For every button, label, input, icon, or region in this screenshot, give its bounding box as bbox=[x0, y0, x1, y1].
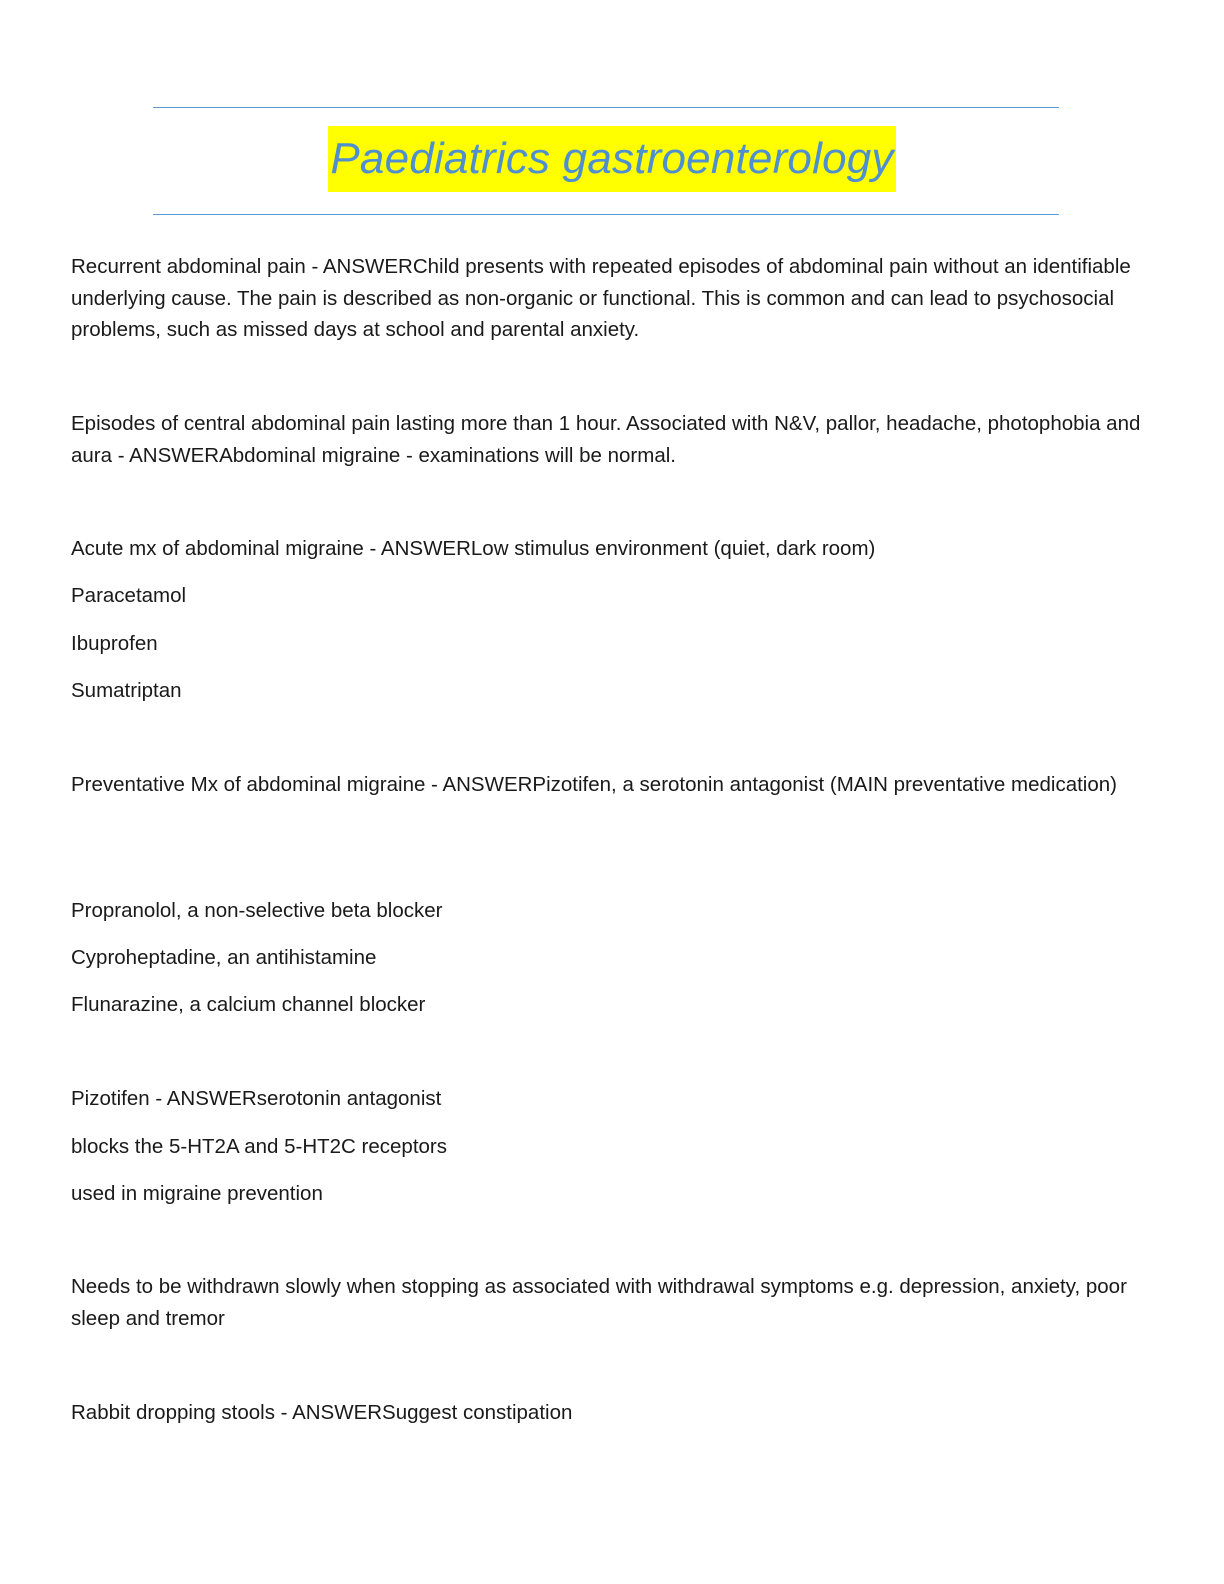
paragraph-preventative-mx: Preventative Mx of abdominal migraine - ANSWERPizotifen, a serotonin antagonist (MAIN preventative medication) bbox=[71, 773, 1117, 796]
title-rule-bottom bbox=[153, 214, 1059, 215]
paragraph-rabbit-dropping-stools: Rabbit dropping stools - ANSWERSuggest constipation bbox=[71, 1401, 573, 1424]
paragraph-withdrawal: Needs to be withdrawn slowly when stopping as associated with withdrawal symptoms e.g. depression, anxiety, poor sleep and tremor bbox=[71, 1275, 1127, 1330]
paragraph-paracetamol: Paracetamol bbox=[71, 584, 187, 607]
paragraph-acute-mx: Acute mx of abdominal migraine - ANSWERLow stimulus environment (quiet, dark room) bbox=[71, 537, 876, 560]
paragraph-recurrent-abdominal-pain: Recurrent abdominal pain - ANSWERChild presents with repeated episodes of abdominal pain without an identifiable underlying cause. The pain is described as non-organic or functional. This is common and can lead to psychosocial problems, such as missed days at school and parental anxiety. bbox=[71, 255, 1131, 341]
paragraph-propranolol: Propranolol, a non-selective beta blocker bbox=[71, 899, 443, 922]
paragraph-pizotifen: Pizotifen - ANSWERserotonin antagonist bbox=[71, 1087, 442, 1110]
paragraph-migraine-prevention: used in migraine prevention bbox=[71, 1182, 323, 1205]
document-title: Paediatrics gastroenterology bbox=[328, 126, 895, 192]
title-rule-top bbox=[153, 107, 1059, 108]
paragraph-flunarazine: Flunarazine, a calcium channel blocker bbox=[71, 993, 426, 1016]
paragraph-sumatriptan: Sumatriptan bbox=[71, 679, 182, 702]
title-block bbox=[0, 126, 1224, 192]
paragraph-abdominal-migraine-episodes: Episodes of central abdominal pain lasting more than 1 hour. Associated with N&V, pallor, headache, photophobia and aura - ANSWERAbdominal migraine - examinations will be normal. bbox=[71, 412, 1141, 467]
paragraph-cyproheptadine: Cyproheptadine, an antihistamine bbox=[71, 946, 377, 969]
paragraph-5ht-receptors: blocks the 5-HT2A and 5-HT2C receptors bbox=[71, 1135, 447, 1158]
paragraph-ibuprofen: Ibuprofen bbox=[71, 632, 158, 655]
